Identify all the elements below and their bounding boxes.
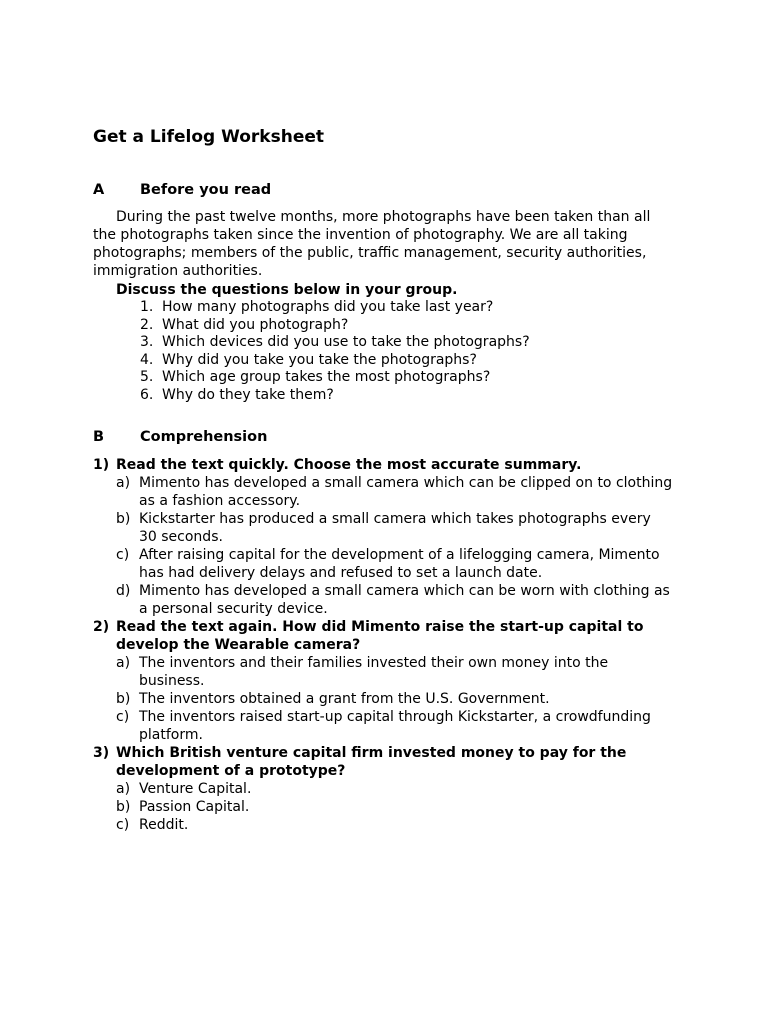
answer-options bbox=[93, 780, 673, 834]
list-item-text: Why do they take them? bbox=[162, 386, 334, 403]
page-title: Get a Lifelog Worksheet bbox=[93, 127, 325, 147]
list-item-number: 6. bbox=[140, 386, 154, 403]
question-text-row bbox=[93, 618, 673, 654]
list-item bbox=[140, 352, 530, 370]
option-text: After raising capital for the development of a lifelogging camera, Mimento has had delivery delays and refused to set a launch date. bbox=[139, 547, 660, 581]
question-number: 1) bbox=[93, 457, 110, 473]
option-text: The inventors obtained a grant from the U.S. Government. bbox=[139, 691, 550, 707]
list-item bbox=[140, 317, 530, 335]
option-letter: b) bbox=[116, 511, 131, 527]
list-item-number: 4. bbox=[140, 351, 154, 368]
option-letter: b) bbox=[116, 799, 131, 815]
option-text: Passion Capital. bbox=[139, 799, 250, 815]
comprehension-question-1 bbox=[93, 456, 673, 618]
option-letter: c) bbox=[116, 547, 130, 563]
list-item-number: 1. bbox=[140, 299, 154, 315]
option-text: Mimento has developed a small camera which can be clipped on to clothing as a fashion accessory. bbox=[139, 475, 673, 509]
list-item bbox=[140, 387, 530, 405]
answer-option bbox=[116, 816, 673, 834]
answer-options bbox=[93, 654, 673, 744]
question-number: 3) bbox=[93, 745, 110, 761]
comprehension-question-list bbox=[93, 456, 673, 834]
list-item-number: 3. bbox=[140, 334, 154, 350]
list-item-text: Which devices did you use to take the photographs? bbox=[162, 334, 530, 350]
comprehension-question-2 bbox=[93, 618, 673, 744]
section-a-letter: A bbox=[93, 182, 105, 198]
list-item bbox=[140, 299, 530, 317]
question-text: Read the text quickly. Choose the most accurate summary. bbox=[116, 457, 582, 473]
answer-option bbox=[116, 708, 673, 744]
intro-paragraph bbox=[93, 208, 673, 280]
answer-option bbox=[116, 546, 673, 582]
option-text: The inventors raised start-up capital through Kickstarter, a crowdfunding platform. bbox=[139, 709, 651, 743]
option-text: Mimento has developed a small camera which can be worn with clothing as a personal security device. bbox=[139, 583, 670, 617]
option-text: Venture Capital. bbox=[139, 781, 252, 797]
answer-option bbox=[116, 780, 673, 798]
section-b-title: Comprehension bbox=[140, 429, 268, 445]
option-letter: a) bbox=[116, 655, 131, 671]
comprehension-question-3 bbox=[93, 744, 673, 834]
list-item-number: 2. bbox=[140, 316, 154, 333]
option-letter: c) bbox=[116, 817, 130, 833]
option-letter: a) bbox=[116, 781, 131, 797]
list-item-text: What did you photograph? bbox=[162, 316, 349, 333]
option-letter: c) bbox=[116, 709, 130, 725]
option-letter: a) bbox=[116, 475, 131, 491]
list-item-text: How many photographs did you take last year? bbox=[162, 299, 494, 315]
option-text: Reddit. bbox=[139, 817, 189, 833]
answer-option bbox=[116, 654, 673, 690]
answer-option bbox=[116, 798, 673, 816]
answer-option bbox=[116, 474, 673, 510]
section-b-letter: B bbox=[93, 429, 105, 445]
section-a-title: Before you read bbox=[140, 182, 272, 198]
list-item bbox=[140, 369, 530, 387]
question-text-row bbox=[93, 744, 673, 780]
option-text: The inventors and their families invested their own money into the business. bbox=[139, 655, 609, 689]
discuss-instruction: Discuss the questions below in your group. bbox=[116, 282, 458, 298]
list-item-number: 5. bbox=[140, 369, 154, 385]
answer-option bbox=[116, 510, 673, 546]
list-item-text: Which age group takes the most photographs? bbox=[162, 369, 491, 385]
question-number: 2) bbox=[93, 619, 110, 635]
answer-options bbox=[93, 474, 673, 618]
question-text-row bbox=[93, 456, 673, 474]
discussion-question-list bbox=[140, 299, 530, 404]
answer-option bbox=[116, 690, 673, 708]
section-a-heading bbox=[93, 182, 271, 198]
section-b-heading bbox=[93, 429, 267, 445]
question-text: Read the text again. How did Mimento raise the start-up capital to develop the Wearable camera? bbox=[116, 619, 644, 653]
option-letter: b) bbox=[116, 691, 131, 707]
option-text: Kickstarter has produced a small camera which takes photographs every 30 seconds. bbox=[139, 511, 651, 545]
question-text: Which British venture capital firm invested money to pay for the development of a prototype? bbox=[116, 745, 627, 779]
list-item-text: Why did you take you take the photographs? bbox=[162, 351, 477, 368]
answer-option bbox=[116, 582, 673, 618]
option-letter: d) bbox=[116, 583, 131, 599]
list-item bbox=[140, 334, 530, 352]
intro-text: During the past twelve months, more photographs have been taken than all the photographs taken since the invention of photography. We are all taking photographs; members of the public, traffic management, security authorities, immigration authorities. bbox=[93, 209, 651, 279]
